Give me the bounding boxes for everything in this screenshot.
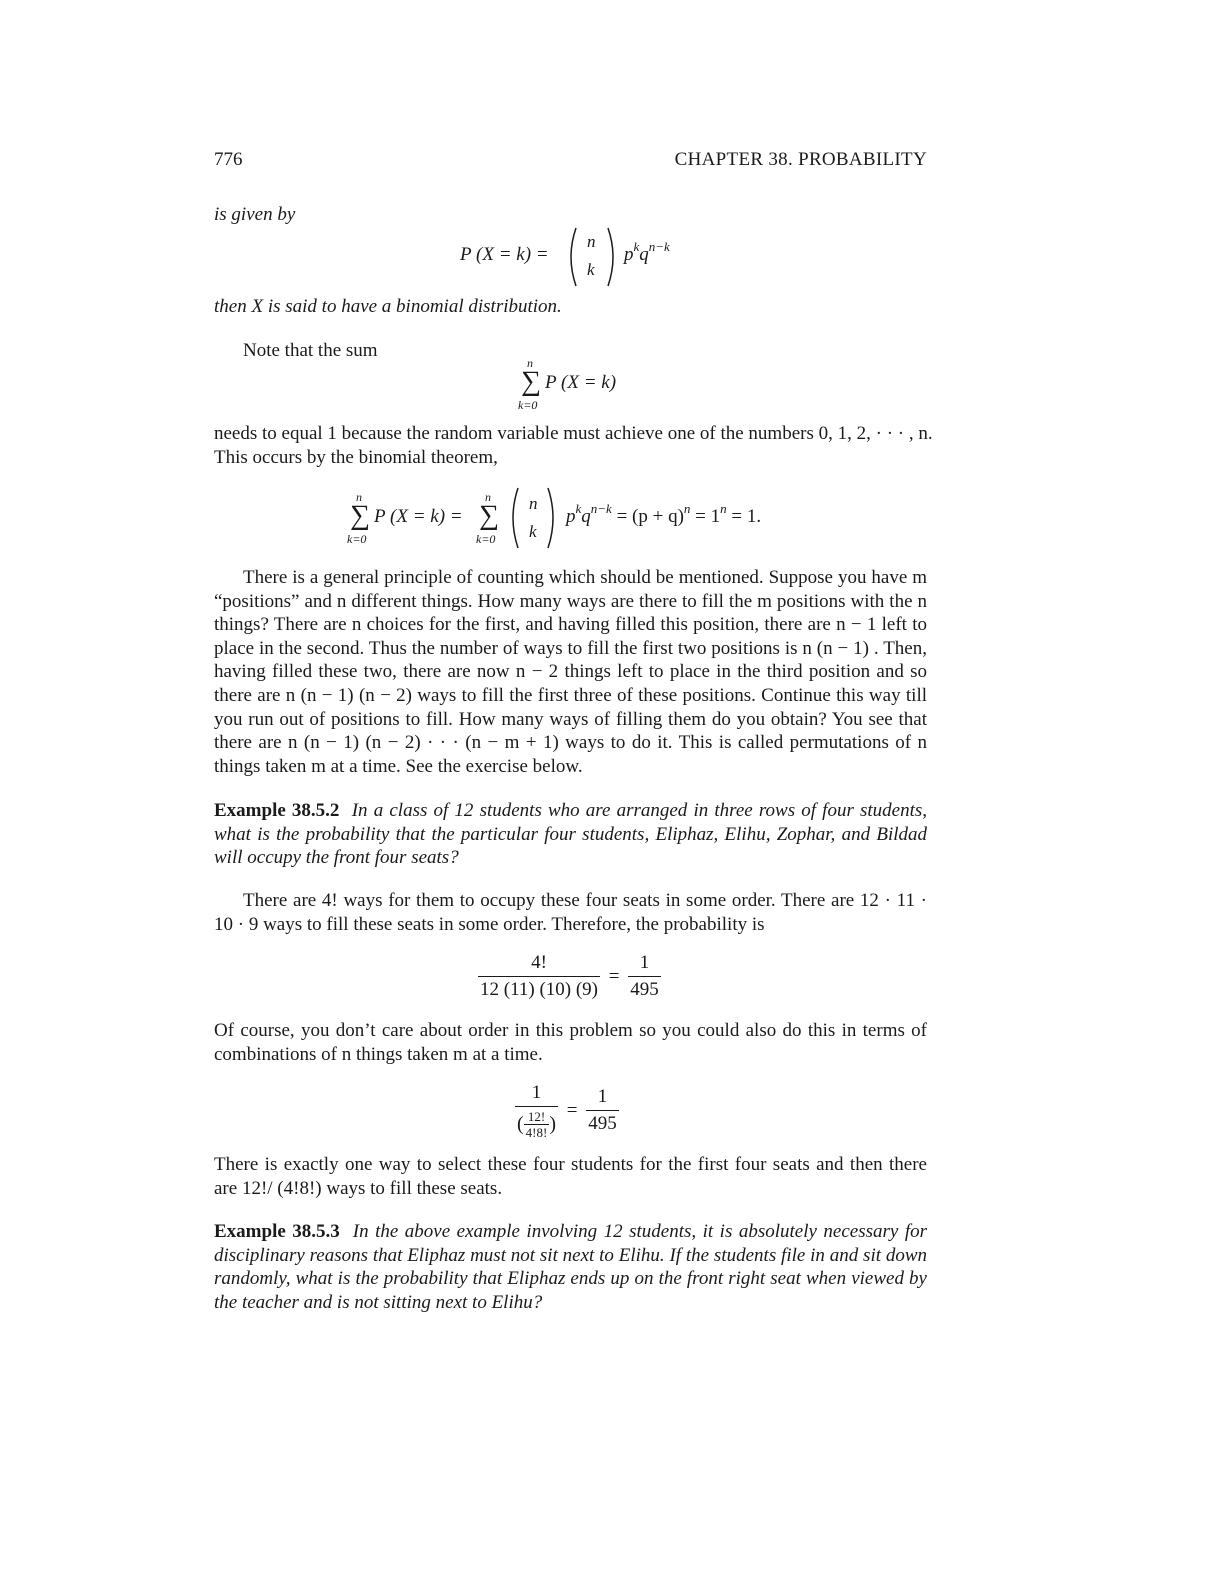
- frac2-num: 1: [531, 1082, 542, 1103]
- probability-fraction-1: [478, 952, 678, 1004]
- example-38-5-3: [214, 1220, 927, 1314]
- sigma-icon: ∑: [521, 366, 541, 397]
- probability-fraction-2: 1 ( $\frac{12!}{4!8!}$ ) = $\frac{1}{495}$: [517, 1082, 617, 1140]
- is-given-by-text: is given by: [214, 204, 296, 225]
- right-paren-icon: [606, 226, 620, 288]
- sum1-lower: k=0: [347, 532, 367, 546]
- binom-p: p: [566, 506, 576, 527]
- frac2-rden: 495: [586, 1110, 619, 1135]
- binomial-theorem-equation: [346, 486, 806, 552]
- binomial-definition-text: then X is said to have a binomial distribution.: [214, 296, 562, 317]
- binom-k: k: [529, 522, 537, 541]
- needs-paragraph: [214, 422, 933, 469]
- sum2-upper: n: [485, 490, 491, 504]
- sum1-upper: n: [356, 490, 362, 504]
- ways-paragraph: There are 4! ways for them to occupy these four seats in some order. There are 12 · 11 · 10 · 9 ways to fill these seats in some order. Therefore, the probability is: [214, 890, 927, 935]
- theorem-tail2: = 1: [695, 506, 721, 527]
- needs-line1: needs to equal 1 because the random variable must achieve one of the numbers 0, 1, 2, · · · , n.: [214, 423, 933, 444]
- binom-q: q: [639, 244, 649, 265]
- example-38-5-2: [214, 799, 927, 870]
- sum1-body: P (X = k) =: [374, 506, 463, 527]
- left-paren-icon: [564, 226, 578, 288]
- binom-n: n: [529, 494, 538, 513]
- note-text: Note that the sum: [243, 340, 378, 361]
- sum-upper: n: [527, 356, 533, 370]
- frac1-rnum: 1: [639, 952, 650, 973]
- sigma-icon: ∑: [479, 500, 499, 531]
- frac2-inner-den: 4!8!: [525, 1125, 548, 1140]
- binom-p: p: [624, 244, 634, 265]
- example-text: In the above example involving 12 students, it is absolutely necessary for disciplinary reasons that Eliphaz must not sit next to Elihu. If the students file in and sit down randomly, what is the probability that Eliphaz ends up on the front right seat when viewed by the teacher and is not sitting next to Elihu?: [214, 1221, 928, 1313]
- example-label: Example 38.5.3: [214, 1221, 340, 1242]
- frac2-inner-num: 12!: [527, 1109, 546, 1124]
- counting-principle-paragraph: There is a general principle of counting which should be mentioned. Suppose you have m “positions” and n different things. How many ways are there to fill the m positions with the n things? There are n choices for the first, and having filled this position, there are n − 1 left to place in the second. Thus the number of ways to fill the first two positions is n (n − 1) . Then, having filled these two, there are now n − 2 things left to place in the third position and so there are n (n − 1) (n − 2) ways to fill the first three of these positions. Continue this way till you run out of positions to fill. How many ways of filling them do you obtain? You see that there are n (n − 1) (n − 2) · · · (n − m + 1) ways to do it. This is called permutations of n things taken m at a time. See the exercise below.: [214, 567, 927, 777]
- sum-body: P (X = k): [545, 372, 617, 393]
- needs-line2: This occurs by the binomial theorem,: [214, 446, 498, 468]
- frac2-rnum: 1: [597, 1086, 608, 1107]
- example-text: In a class of 12 students who are arranged in three rows of four students, what is the probability that the particular four students, Eliphaz, Elihu, Zophar, and Bildad will occupy the front four seats?: [214, 800, 928, 869]
- binom-k: k: [587, 260, 595, 279]
- theorem-tail2-exp: n: [720, 501, 727, 516]
- binom-n: n: [587, 232, 596, 251]
- binom-q-exp: n−k: [648, 239, 670, 254]
- chapter-title: CHAPTER 38. PROBABILITY: [674, 149, 927, 170]
- theorem-tail: = (p + q): [616, 506, 684, 527]
- frac1-rden: 495: [628, 976, 661, 1001]
- eq-lhs: P (X = k) =: [460, 244, 549, 265]
- sum-equation: [517, 356, 637, 414]
- binom-q-exp: n−k: [590, 501, 612, 516]
- frac1-num: 4!: [531, 952, 547, 973]
- binom-q: q: [581, 506, 591, 527]
- exactly-one-paragraph: There is exactly one way to select these four students for the first four seats and then there are 12!/ (4!8!) ways to fill these seats.: [214, 1154, 927, 1199]
- left-paren-icon: [506, 486, 520, 550]
- binom-p-exp: k: [575, 501, 582, 516]
- sigma-icon: ∑: [350, 500, 370, 531]
- right-paren-icon: [546, 486, 560, 550]
- page-number: 776: [214, 149, 243, 170]
- sum2-lower: k=0: [476, 532, 496, 546]
- frac2-equals: =: [566, 1099, 578, 1121]
- binomial-distribution-equation: [460, 226, 690, 290]
- theorem-tail-exp: n: [683, 501, 691, 516]
- running-header: [214, 149, 927, 171]
- sum-lower: k=0: [518, 398, 538, 412]
- theorem-tail3: = 1.: [731, 506, 762, 527]
- of-course-paragraph: Of course, you don’t care about order in this problem so you could also do this in terms of combinations of n things taken m at a time.: [214, 1020, 927, 1065]
- frac1-den: 12 (11) (10) (9): [478, 976, 600, 1001]
- example-label: Example 38.5.2: [214, 800, 340, 821]
- binom-p-exp: k: [633, 239, 640, 254]
- frac1-equals: =: [608, 965, 620, 987]
